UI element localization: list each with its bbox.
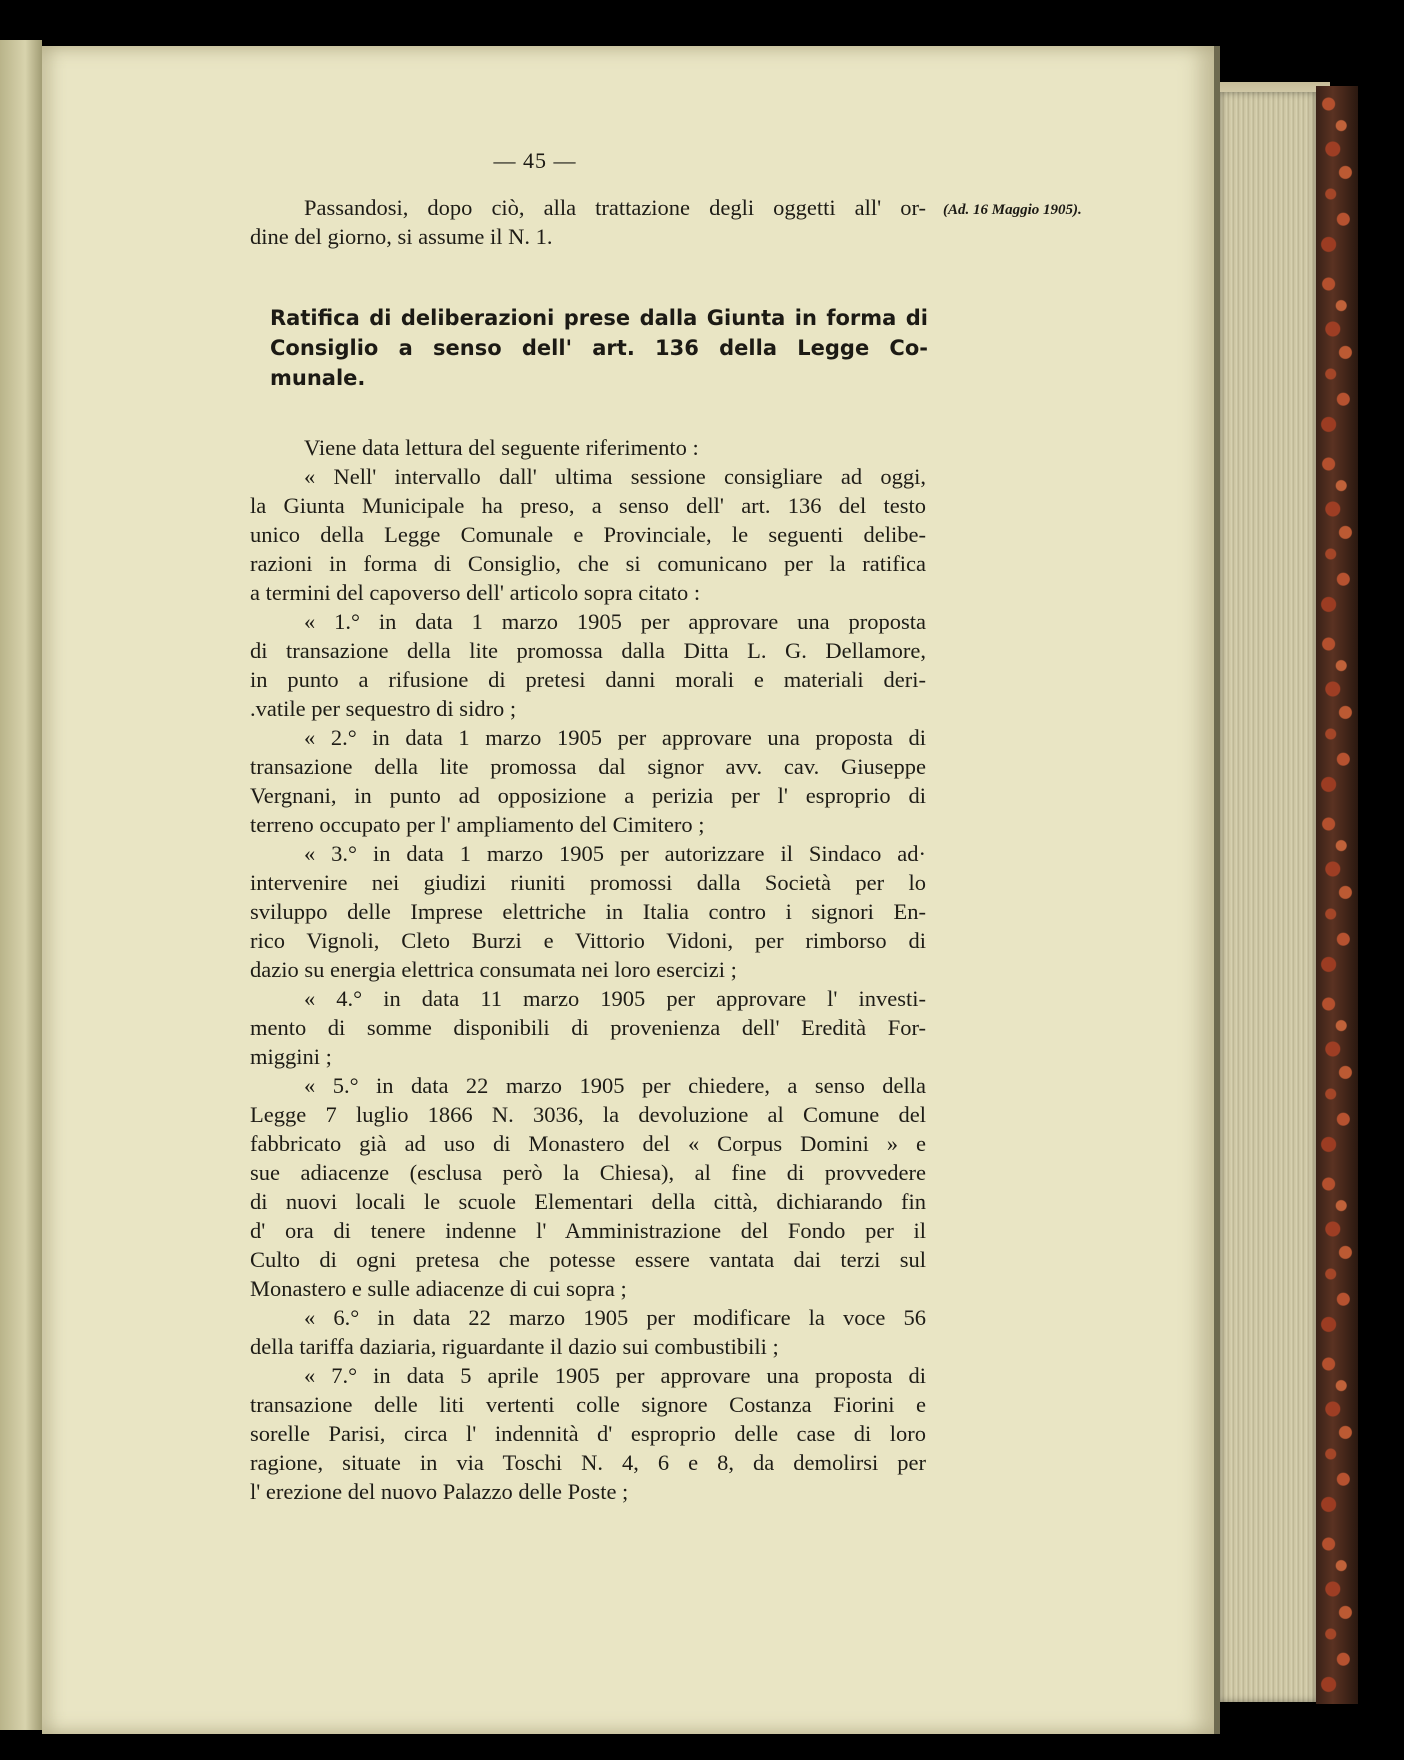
text-line: Vergnani, in punto ad opposizione a perizia per l' esproprio di — [250, 783, 926, 808]
heading-line: Ratifica di deliberazioni prese dalla Giunta in forma di — [270, 306, 928, 330]
text-line: in punto a rifusione di pretesi danni morali e materiali deri- — [250, 667, 926, 692]
text-line: .vatile per sequestro di sidro ; — [250, 696, 517, 721]
text-line: l' erezione del nuovo Palazzo delle Poste ; — [250, 1479, 629, 1504]
text-line: « 2.° in data 1 marzo 1905 per approvare una proposta di — [304, 725, 926, 750]
text-line: d' ora di tenere indenne l' Amministrazione del Fondo per il — [250, 1218, 926, 1243]
text-line: la Giunta Municipale ha preso, a senso dell' art. 136 del testo — [250, 493, 926, 518]
text-line: razioni in forma di Consiglio, che si comunicano per la ratifica — [250, 551, 926, 576]
text-line: Legge 7 luglio 1866 N. 3036, la devoluzione al Comune del — [250, 1102, 926, 1127]
marbled-cover-edge — [1316, 86, 1358, 1704]
text-line: unico della Legge Comunale e Provinciale, le seguenti delibe- — [250, 522, 926, 547]
text-line: Monastero e sulle adiacenze di cui sopra ; — [250, 1276, 627, 1301]
body-text — [250, 433, 926, 1506]
text-line: dazio su energia elettrica consumata nei loro esercizi ; — [250, 957, 737, 982]
text-line: « 5.° in data 22 marzo 1905 per chiedere, a senso della — [304, 1073, 926, 1098]
text-line: « Nell' intervallo dall' ultima sessione consigliare ad oggi, — [304, 464, 926, 489]
text-line: Viene data lettura del seguente riferimento : — [304, 435, 699, 460]
text-line: di transazione della lite promossa dalla Ditta L. G. Dellamore, — [250, 638, 926, 663]
text-line: fabbricato già ad uso di Monastero del « Corpus Domini » e — [250, 1131, 926, 1156]
page-number: — 45 — — [493, 148, 577, 173]
text-line: della tariffa daziaria, riguardante il dazio sui combustibili ; — [250, 1334, 779, 1359]
text-line: mento di somme disponibili di provenienza dell' Eredità For- — [250, 1015, 926, 1040]
heading-line: munale. — [270, 366, 366, 390]
text-line: dine del giorno, si assume il N. 1. — [250, 224, 553, 249]
text-line: intervenire nei giudizi riuniti promossi dalla Società per lo — [250, 870, 926, 895]
text-line: « 3.° in data 1 marzo 1905 per autorizzare il Sindaco ad· — [304, 841, 926, 866]
text-line: sviluppo delle Imprese elettriche in Italia contro i signori En- — [250, 899, 926, 924]
text-line: Culto di ogni pretesa che potesse essere vantata dai terzi sul — [250, 1247, 926, 1272]
text-line: di nuovi locali le scuole Elementari della città, dichiarando fin — [250, 1189, 926, 1214]
heading-line: Consiglio a senso dell' art. 136 della Legge Co- — [270, 336, 928, 360]
text-line: rico Vignoli, Cleto Burzi e Vittorio Vidoni, per rimborso di — [250, 928, 926, 953]
text-line: « 7.° in data 5 aprile 1905 per approvare una proposta di — [304, 1363, 926, 1388]
text-line: ragione, situate in via Toschi N. 4, 6 e 8, da demolirsi per — [250, 1450, 926, 1475]
text-line: « 6.° in data 22 marzo 1905 per modificare la voce 56 — [304, 1305, 926, 1330]
text-line: « 1.° in data 1 marzo 1905 per approvare una proposta — [304, 609, 926, 634]
text-line: sue adiacenze (esclusa però la Chiesa), al fine di provvedere — [250, 1160, 926, 1185]
text-line: transazione della lite promossa dal signor avv. cav. Giuseppe — [250, 754, 926, 779]
section-heading — [270, 303, 928, 393]
facing-page-edge — [0, 40, 42, 1730]
text-line: Passandosi, dopo ciò, alla trattazione degli oggetti all' or- — [304, 195, 926, 220]
text-line: transazione delle liti vertenti colle signore Costanza Fiorini e — [250, 1392, 926, 1417]
text-line: miggini ; — [250, 1044, 332, 1069]
text-line: sorelle Parisi, circa l' indennità d' esproprio delle case di loro — [250, 1421, 926, 1446]
page-stack-edges — [1220, 92, 1316, 1702]
margin-note: (Ad. 16 Maggio 1905). — [943, 202, 1082, 218]
text-line: terreno occupato per l' ampliamento del Cimitero ; — [250, 812, 705, 837]
text-line: a termini del capoverso dell' articolo sopra citato : — [250, 580, 701, 605]
text-line: « 4.° in data 11 marzo 1905 per approvare l' investi- — [304, 986, 926, 1011]
intro-paragraph — [250, 193, 926, 251]
